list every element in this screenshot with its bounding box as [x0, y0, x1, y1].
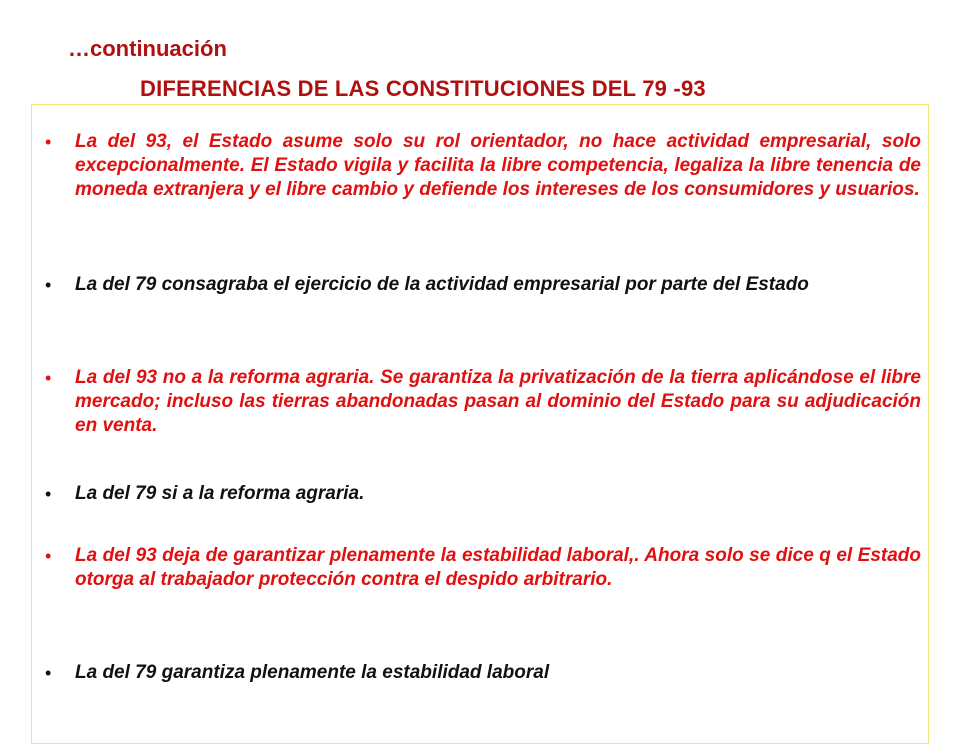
bullet-icon: • — [45, 275, 52, 295]
bullet-item-1 — [45, 130, 921, 202]
bullet-item-5 — [45, 544, 921, 592]
bullet-icon: • — [45, 132, 52, 152]
bullet-text-3: La del 93 no a la reforma agraria. Se garantiza la privatización de la tierra aplicándose el libre mercado; incluso las tierras abandonadas pasan al dominio del Estado para su adjudicación en venta. — [75, 367, 921, 436]
bullet-icon: • — [45, 368, 52, 388]
bullet-icon: • — [45, 546, 52, 566]
bullet-text-2: La del 79 consagraba el ejercicio de la actividad empresarial por parte del Estado — [75, 274, 809, 295]
bullet-item-2 — [45, 273, 921, 297]
bullet-icon: • — [45, 663, 52, 683]
bullet-text-6: La del 79 garantiza plenamente la estabilidad laboral — [75, 662, 550, 683]
bullet-text-4: La del 79 si a la reforma agraria. — [75, 483, 365, 504]
bullet-item-4 — [45, 482, 921, 506]
title-continuation: …continuación — [68, 36, 227, 61]
title-heading: DIFERENCIAS DE LAS CONSTITUCIONES DEL 79 -93 — [140, 76, 706, 101]
slide-title — [0, 0, 960, 104]
bullet-item-3 — [45, 366, 921, 438]
bullet-text-5: La del 93 deja de garantizar plenamente la estabilidad laboral,. Ahora solo se dice q el Estado otorga al trabajador protección contra el despido arbitrario. — [75, 545, 921, 590]
bullet-icon: • — [45, 484, 52, 504]
bullet-text-1: La del 93, el Estado asume solo su rol orientador, no hace actividad empresarial, solo excepcionalmente. El Estado vigila y facilita la libre competencia, legaliza la libre tenencia de moneda extranjera y el libre cambio y defiende los intereses de los consumidores y usuarios. — [75, 131, 921, 200]
bullet-item-6 — [45, 661, 921, 685]
